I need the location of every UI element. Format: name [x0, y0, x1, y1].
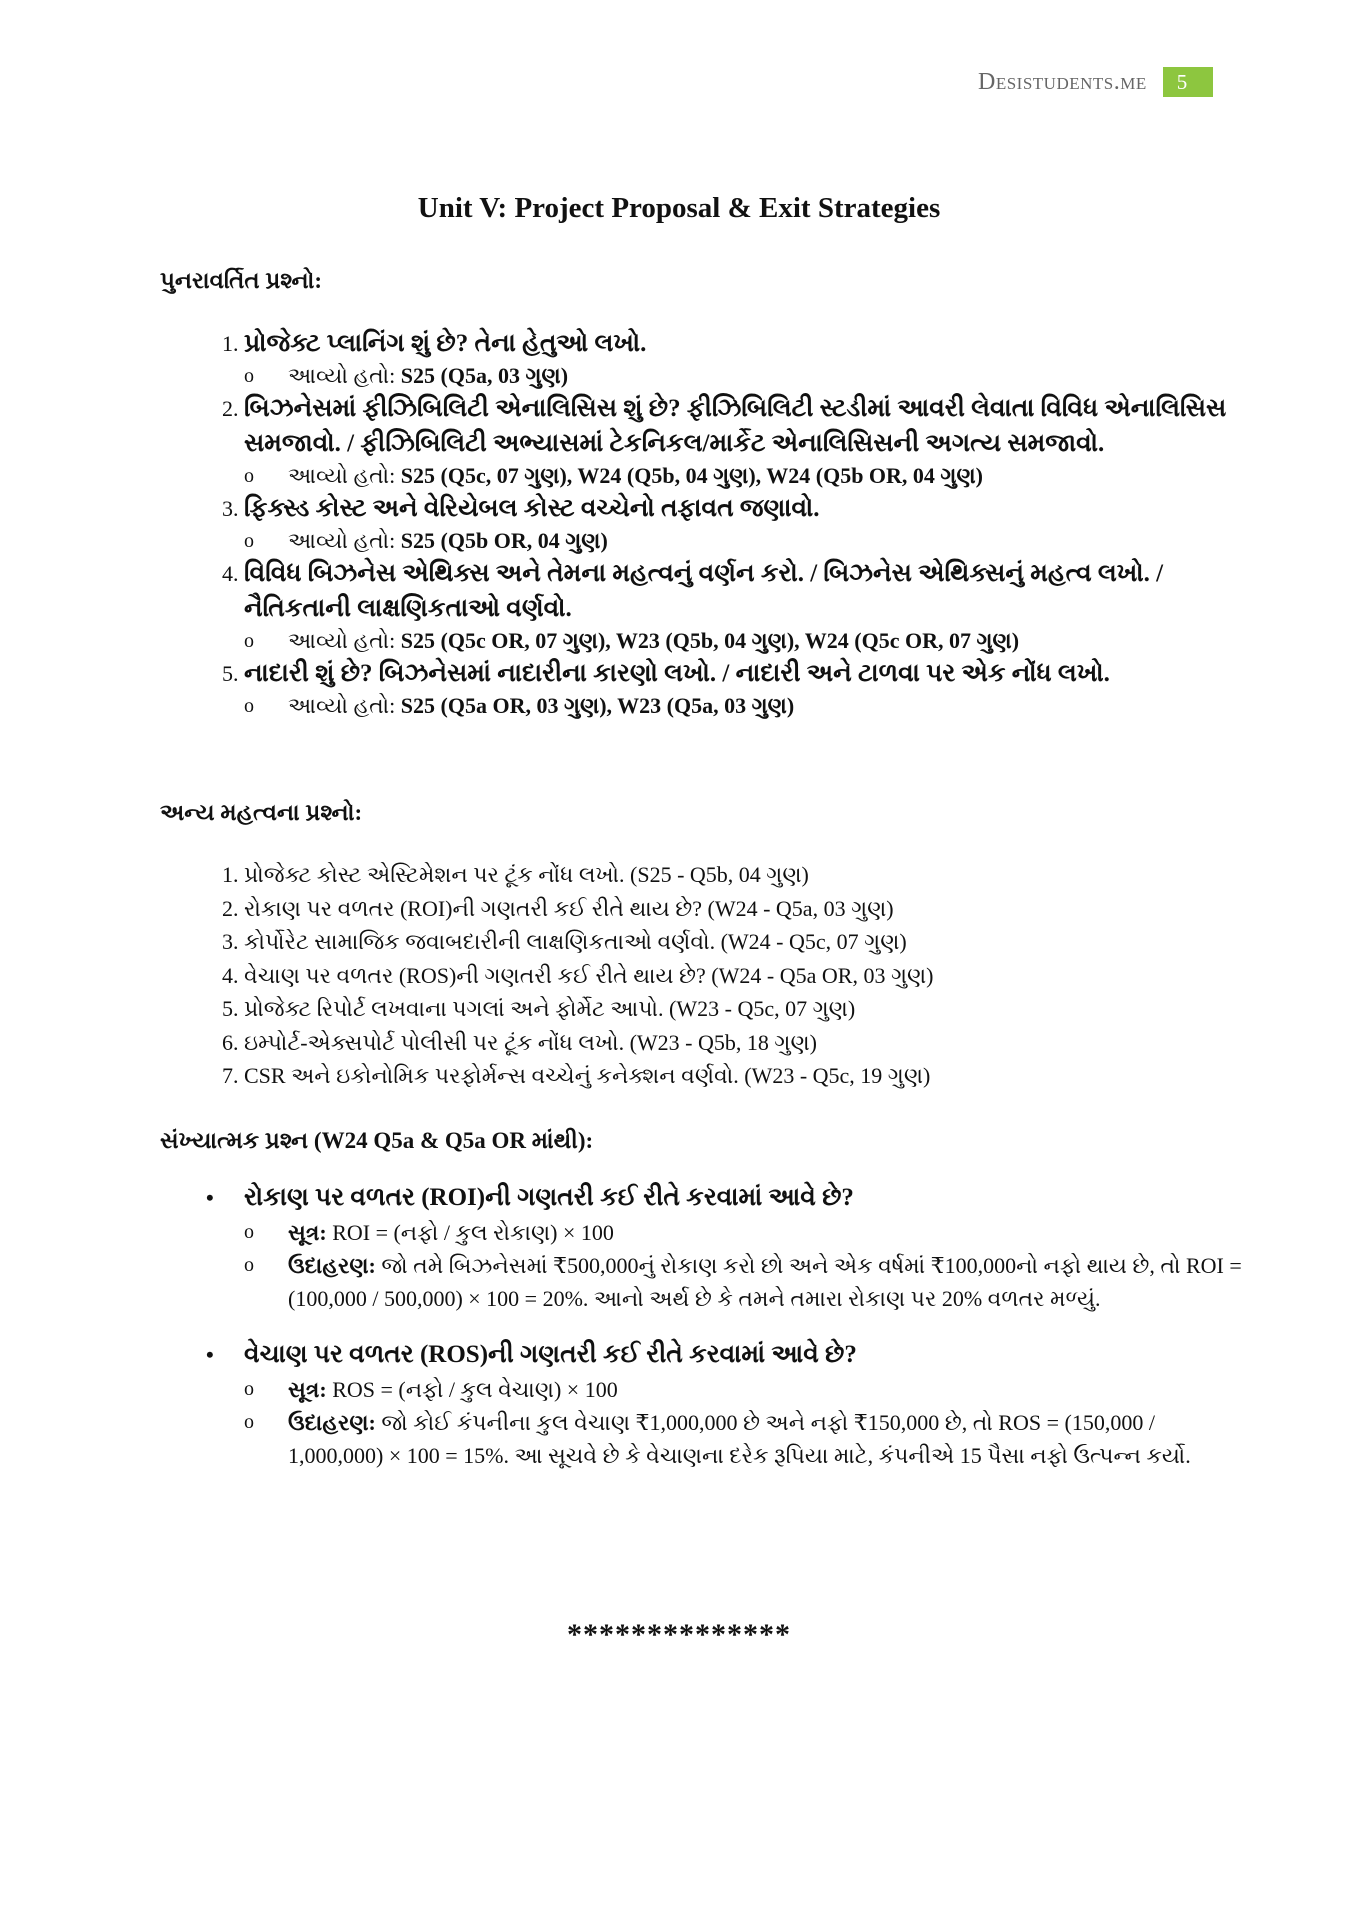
other-question: 6. ઇમ્પોર્ટ-એક્સપોર્ટ પોલીસી પર ટૂંક નોંધ લખો. (W23 - Q5b, 18 ગુણ)	[244, 1026, 1244, 1060]
question-text: ફિક્સ્ડ કોસ્ટ અને વેરિયેબલ કોસ્ટ વચ્ચેનો તફાવત જણાવો.	[244, 495, 820, 522]
formula-line: o સૂત્ર: ROS = (નફો / કુલ વેચાણ) × 100	[204, 1373, 1244, 1406]
repeated-question	[244, 656, 1244, 721]
unit-title: Unit V: Project Proposal & Exit Strategies	[417, 192, 941, 224]
page-header	[978, 68, 1213, 96]
numeric-question-text: રોકાણ પર વળતર (ROI)ની ગણતરી કઈ રીતે કરવામાં આવે છે?	[244, 1184, 854, 1211]
question-text: વિવિધ બિઝનેસ એથિક્સ અને તેમના મહત્વનું વર્ણન કરો. / બિઝનેસ એથિક્સનું મહત્વ લખો. / નૈતિકતાની લાક્ષણિકતાઓ વર્ણવો.	[244, 560, 1164, 622]
example-line: o ઉદાહરણ: જો તમે બિઝનેસમાં ₹500,000નું રોકાણ કરો છો અને એક વર્ષમાં ₹100,000નો નફો થાય છે, તો ROI = (100,000 / 500,000) × 100 = 20%. આનો અર્થ છે કે તમને તમારા રોકાણ પર 20% વળતર મળ્યું.	[204, 1249, 1244, 1315]
numeric-heading: સંખ્યાત્મક પ્રશ્ન (W24 Q5a & Q5a OR માંથી):	[160, 1128, 594, 1153]
asked-line: o આવ્યો હતો: S25 (Q5a OR, 03 ગુણ), W23 (Q5a, 03 ગુણ)	[204, 691, 1244, 721]
other-question: 7. CSR અને ઇકોનોમિક પરફોર્મન્સ વચ્ચેનું કનેક્શન વર્ણવો. (W23 - Q5c, 19 ગુણ)	[244, 1059, 1244, 1093]
numeric-question	[244, 1337, 1244, 1472]
question-text: બિઝનેસમાં ફીઝિબિલિટી એનાલિસિસ શું છે? ફીઝિબિલિટી સ્ટડીમાં આવરી લેવાતા વિવિધ એનાલિસિસ સમજાવો. / ફીઝિબિલિટી અભ્યાસમાં ટેકનિકલ/માર્કેટ એનાલિસિસની અગત્ય સમજાવો.	[244, 395, 1227, 457]
question-text: નાદારી શું છે? બિઝનેસમાં નાદારીના કારણો લખો. / નાદારી અને ટાળવા પર એક નોંધ લખો.	[244, 660, 1110, 687]
example-line: o ઉદાહરણ: જો કોઈ કંપનીના કુલ વેચાણ ₹1,000,000 છે અને નફો ₹150,000 છે, તો ROS = (150,000 / 1,000,000) × 100 = 15%. આ સૂચવે છે કે વેચાણના દરેક રૂપિયા માટે, કંપનીએ 15 પૈસા નફો ઉત્પન્ન કર્યો.	[204, 1406, 1244, 1472]
other-question: 4. વેચાણ પર વળતર (ROS)ની ગણતરી કઈ રીતે થાય છે? (W24 - Q5a OR, 03 ગુણ)	[244, 959, 1244, 993]
question-text: પ્રોજેક્ટ પ્લાનિંગ શું છે? તેના હેતુઓ લખો.	[244, 330, 647, 357]
repeated-question	[244, 556, 1244, 656]
asked-line: o આવ્યો હતો: S25 (Q5a, 03 ગુણ)	[204, 361, 1244, 391]
other-questions-list	[160, 858, 1244, 1093]
numeric-question-text: વેચાણ પર વળતર (ROS)ની ગણતરી કઈ રીતે કરવામાં આવે છે?	[244, 1341, 857, 1368]
asked-line: o આવ્યો હતો: S25 (Q5c, 07 ગુણ), W24 (Q5b, 04 ગુણ), W24 (Q5b OR, 04 ગુણ)	[204, 461, 1244, 491]
repeated-heading: પુનરાવર્તિત પ્રશ્નો:	[160, 268, 323, 293]
site-name: Desistudents.me	[978, 68, 1147, 95]
other-question: 3. કોર્પોરેટ સામાજિક જવાબદારીની લાક્ષણિકતાઓ વર્ણવો. (W24 - Q5c, 07 ગુણ)	[244, 925, 1244, 959]
end-stars: **************	[567, 1618, 791, 1651]
repeated-questions-list	[160, 326, 1244, 721]
formula-line: o સૂત્ર: ROI = (નફો / કુલ રોકાણ) × 100	[204, 1216, 1244, 1249]
repeated-question	[244, 491, 1244, 556]
asked-line: o આવ્યો હતો: S25 (Q5b OR, 04 ગુણ)	[204, 526, 1244, 556]
other-question: 5. પ્રોજેક્ટ રિપોર્ટ લખવાના પગલાં અને ફોર્મેટ આપો. (W23 - Q5c, 07 ગુણ)	[244, 992, 1244, 1026]
numeric-question	[244, 1180, 1244, 1315]
other-question: 2. રોકાણ પર વળતર (ROI)ની ગણતરી કઈ રીતે થાય છે? (W24 - Q5a, 03 ગુણ)	[244, 892, 1244, 926]
repeated-question	[244, 326, 1244, 391]
page-number: 5	[1163, 67, 1213, 97]
repeated-question	[244, 391, 1244, 491]
other-heading: અન્ય મહત્વના પ્રશ્નો:	[160, 800, 363, 825]
numeric-questions-list	[160, 1180, 1244, 1494]
other-question: 1. પ્રોજેક્ટ કોસ્ટ એસ્ટિમેશન પર ટૂંક નોંધ લખો. (S25 - Q5b, 04 ગુણ)	[244, 858, 1244, 892]
asked-line: o આવ્યો હતો: S25 (Q5c OR, 07 ગુણ), W23 (Q5b, 04 ગુણ), W24 (Q5c OR, 07 ગુણ)	[204, 626, 1244, 656]
